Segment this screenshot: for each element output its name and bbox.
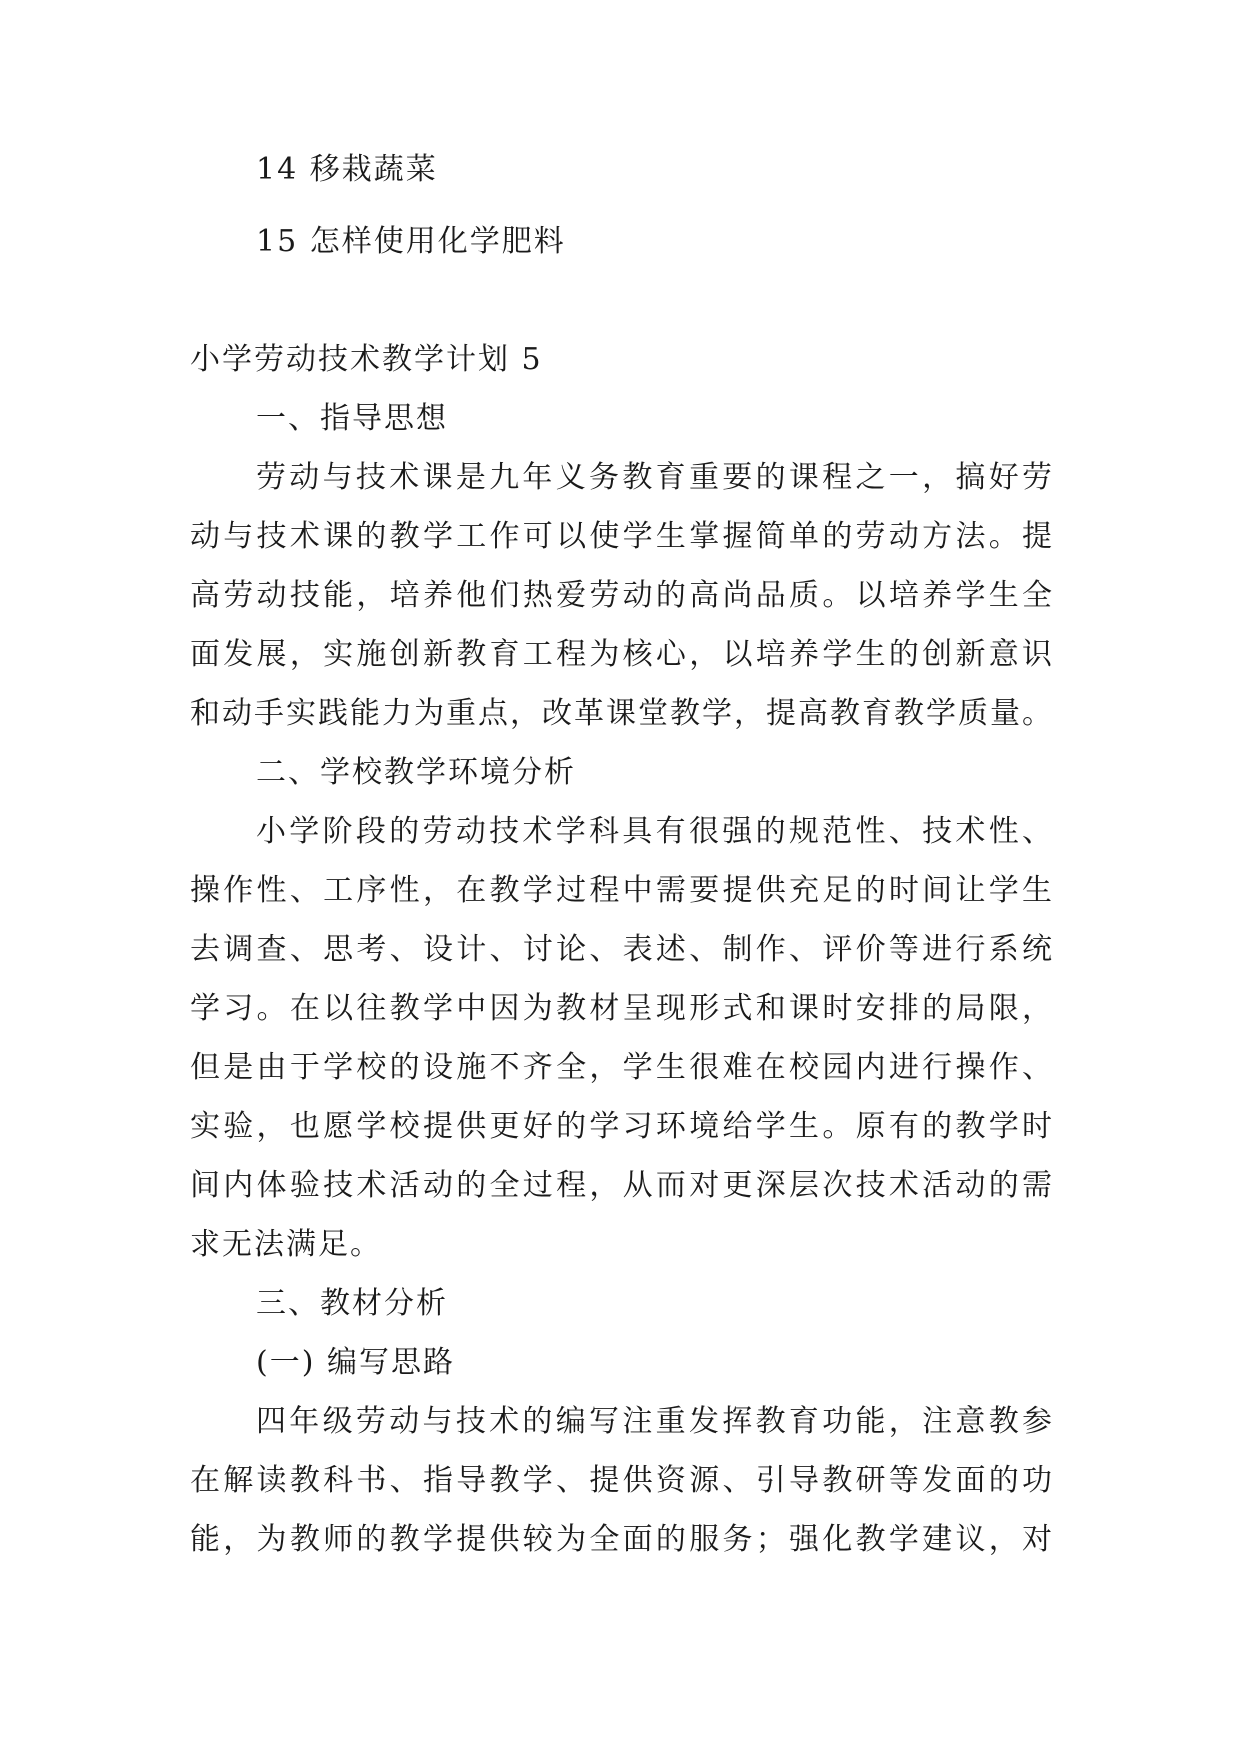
paragraph-line: 在解读教科书、指导教学、提供资源、引导教研等发面的功: [190, 1463, 1052, 1498]
list-item: 14 移栽蔬菜: [256, 152, 438, 187]
paragraph-line: 面发展，实施创新教育工程为核心，以培养学生的创新意识: [190, 637, 1052, 672]
paragraph-line: 四年级劳动与技术的编写注重发挥教育功能，注意教参: [256, 1404, 1052, 1439]
paragraph-line: 求无法满足。: [190, 1227, 382, 1262]
paragraph-line: 动与技术课的教学工作可以使学生掌握简单的劳动方法。提: [190, 519, 1052, 554]
heading-textbook-analysis: 三、教材分析: [256, 1286, 448, 1321]
paragraph-line: 学习。在以往教学中因为教材呈现形式和课时安排的局限，: [190, 991, 1052, 1026]
paragraph-line: 操作性、工序性，在教学过程中需要提供充足的时间让学生: [190, 873, 1052, 908]
paragraph-line: 和动手实践能力为重点，改革课堂教学，提高教育教学质量。: [190, 696, 1052, 731]
heading-environment-analysis: 二、学校教学环境分析: [256, 755, 576, 790]
paragraph-line: 能，为教师的教学提供较为全面的服务；强化教学建议，对: [190, 1522, 1052, 1557]
paragraph-line: 实验，也愿学校提供更好的学习环境给学生。原有的教学时: [190, 1109, 1052, 1144]
paragraph-line: 小学阶段的劳动技术学科具有很强的规范性、技术性、: [256, 814, 1052, 849]
heading-guiding-thought: 一、指导思想: [256, 401, 448, 436]
paragraph-line: 但是由于学校的设施不齐全，学生很难在校园内进行操作、: [190, 1050, 1052, 1085]
section-title: 小学劳动技术教学计划 5: [190, 342, 543, 377]
list-item: 15 怎样使用化学肥料: [256, 224, 566, 259]
subheading-writing-approach: (一) 编写思路: [256, 1345, 455, 1380]
paragraph-line: 劳动与技术课是九年义务教育重要的课程之一，搞好劳: [256, 460, 1052, 495]
paragraph-line: 高劳动技能，培养他们热爱劳动的高尚品质。以培养学生全: [190, 578, 1052, 613]
paragraph-line: 去调查、思考、设计、讨论、表述、制作、评价等进行系统: [190, 932, 1052, 967]
paragraph-line: 间内体验技术活动的全过程，从而对更深层次技术活动的需: [190, 1168, 1052, 1203]
